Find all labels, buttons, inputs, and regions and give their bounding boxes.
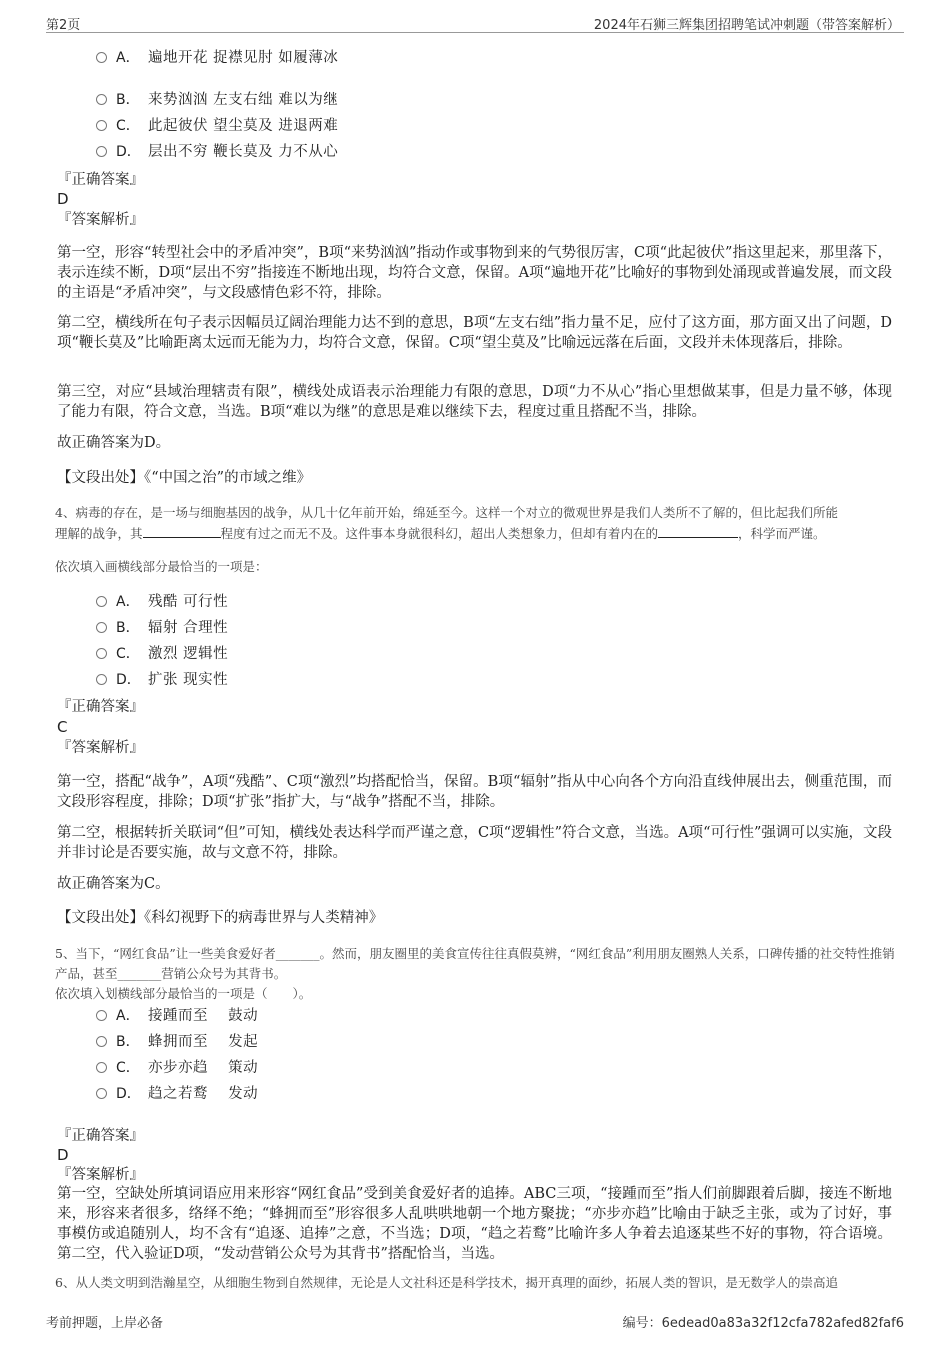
q3-analysis-1: 第一空，形容“转型社会中的矛盾冲突”，B项“来势汹汹”指动作或事物到来的气势很厉害，C项“此起彼伏”指这里起来，那里落下，表示连续不断，D项“层出不穷”指接连不断地出现，均符合文意，保留。A项“遍地开花”比喻好的事物到处涌现或普遍发展，而文段的主语是“矛盾冲突”，与文段感情色彩不符，排除。 [57,245,892,301]
analysis-label: 『答案解析』 [57,212,144,228]
q3-analysis-3: 第三空，对应“县域治理辖责有限”，横线处成语表示治理能力有限的意思，D项“力不从心”指心里想做某事，但是力量不够，体现了能力有限，符合文意，当选。B项“难以为继”的意思是难以继续下去，程度过重且搭配不当，排除。 [57,384,892,420]
radio-icon[interactable] [96,1062,107,1073]
footer-slogan: 考前押题，上岸必备 [46,1316,164,1331]
q5-option-b[interactable]: B． 蜂拥而至 发起 [96,1032,258,1052]
q3-option-b[interactable]: B． 来势汹汹 左支右绌 难以为继 [96,90,338,110]
radio-icon[interactable] [96,622,107,633]
q4-option-d[interactable]: D． 扩张 现实性 [96,670,228,690]
radio-icon[interactable] [96,120,107,131]
q5-option-a[interactable]: A． 接踵而至 鼓动 [96,1006,258,1026]
correct-answer-label: 『正确答案』 [57,1128,144,1144]
q4-source: 【文段出处】《科幻视野下的病毒世界与人类精神》 [57,910,384,926]
q4-analysis-2: 第二空，根据转折关联词“但”可知，横线处表达科学而严谨之意，C项“逻辑性”符合文意，当选。A项“可行性”强调可以实施，文段并非讨论是否要实施，故与文意不符，排除。 [57,825,892,861]
q3-source: 【文段出处】《“中国之治”的市域之维》 [57,470,312,486]
q4-answer: C [57,718,68,736]
q3-option-c[interactable]: C． 此起彼伏 望尘莫及 进退两难 [96,116,338,136]
q4-option-a[interactable]: A． 残酷 可行性 [96,592,228,612]
q3-option-d[interactable]: D． 层出不穷 鞭长莫及 力不从心 [96,142,338,162]
q5-prompt: 依次填入划横线部分最恰当的一项是（ ）。 [55,986,312,1001]
radio-icon[interactable] [96,648,107,659]
page-header [46,12,904,33]
page-number: 第2页 [46,18,81,33]
radio-icon[interactable] [96,1088,107,1099]
correct-answer-label: 『正确答案』 [57,699,144,715]
q5-stem: 5、当下，“网红食品”让一些美食爱好者_______。然而，朋友圈里的美食宣传往往真假莫辨，“网红食品”利用朋友圈熟人关系，口碑传播的社交特性推销产品，甚至_______营销公众号为其背书。 [55,946,895,981]
q4-stem-line-2: 理解的战争，其 程度有过之而无不及。这件事本身就很科幻，超出人类想象力，但却有着内在的 ，科学而严谨。 [55,523,895,544]
radio-icon[interactable] [96,1036,107,1047]
q5-option-c[interactable]: C． 亦步亦趋 策动 [96,1058,258,1078]
radio-icon[interactable] [96,1010,107,1021]
q3-conclusion: 故正确答案为D。 [57,435,171,451]
q3-answer: D [57,190,69,208]
document-title: 2024年石狮三辉集团招聘笔试冲刺题（带答案解析） [593,18,900,33]
q4-conclusion: 故正确答案为C。 [57,876,170,892]
fill-blank [143,523,221,538]
q3-analysis-2: 第二空，横线所在句子表示因幅员辽阔治理能力达不到的意思，B项“左支右绌”指力量不足，应付了这方面，那方面又出了问题，D项“鞭长莫及”比喻距离太远而无能为力，均符合文意，保留。C项“望尘莫及”比喻远远落在后面，文段并未体现落后，排除。 [57,315,892,351]
q5-answer: D [57,1146,69,1164]
q4-prompt: 依次填入画横线部分最恰当的一项是： [55,559,268,574]
footer-serial: 编号：6edead0a83a32f12cfa782afed82faf6 [622,1316,904,1331]
q4-option-c[interactable]: C． 激烈 逻辑性 [96,644,228,664]
radio-icon[interactable] [96,674,107,685]
radio-icon[interactable] [96,52,107,63]
q4-stem-line-1: 4、病毒的存在，是一场与细胞基因的战争，从几十亿年前开始，绵延至今。这样一个对立的微观世界是我们人类所不了解的，但比起我们所能 [55,505,838,520]
radio-icon[interactable] [96,146,107,157]
fill-blank [658,523,738,538]
radio-icon[interactable] [96,596,107,607]
q3-option-a[interactable]: A． 遍地开花 捉襟见肘 如履薄冰 [96,48,338,68]
q5-option-d[interactable]: D． 趋之若鹜 发动 [96,1084,258,1104]
q4-analysis-1: 第一空，搭配“战争”，A项“残酷”、C项“激烈”均搭配恰当，保留。B项“辐射”指从中心向各个方向沿直线伸展出去，侧重范围，而文段形容程度，排除；D项“扩张”指扩大，与“战争”搭配不当，排除。 [57,774,892,810]
radio-icon[interactable] [96,94,107,105]
q5-analysis: 第一空，空缺处所填词语应用来形容“网红食品”受到美食爱好者的追捧。ABC三项，“接踵而至”指人们前脚跟着后脚，接连不断地来，形容来者很多，络绎不绝；“蜂拥而至”形容很多人乱哄哄地朝一个地方聚拢；“亦步亦趋”比喻由于缺乏主张，或为了讨好，事事模仿或追随别人，均不含有“追逐、追捧”之意，不当选；D项，“趋之若鹜”比喻许多人争着去追逐某些不好的事物，符合语境。第二空，代入验证D项，“发动营销公众号为其背书”搭配恰当，当选。 [57,1186,892,1262]
q4-option-b[interactable]: B． 辐射 合理性 [96,618,228,638]
analysis-label: 『答案解析』 [57,740,144,756]
q6-stem: 6、从人类文明到浩瀚星空，从细胞生物到自然规律，无论是人文社科还是科学技术，揭开真理的面纱，拓展人类的智识，是无数学人的崇高追 [55,1275,838,1290]
analysis-label: 『答案解析』 [57,1167,144,1183]
correct-answer-label: 『正确答案』 [57,172,144,188]
